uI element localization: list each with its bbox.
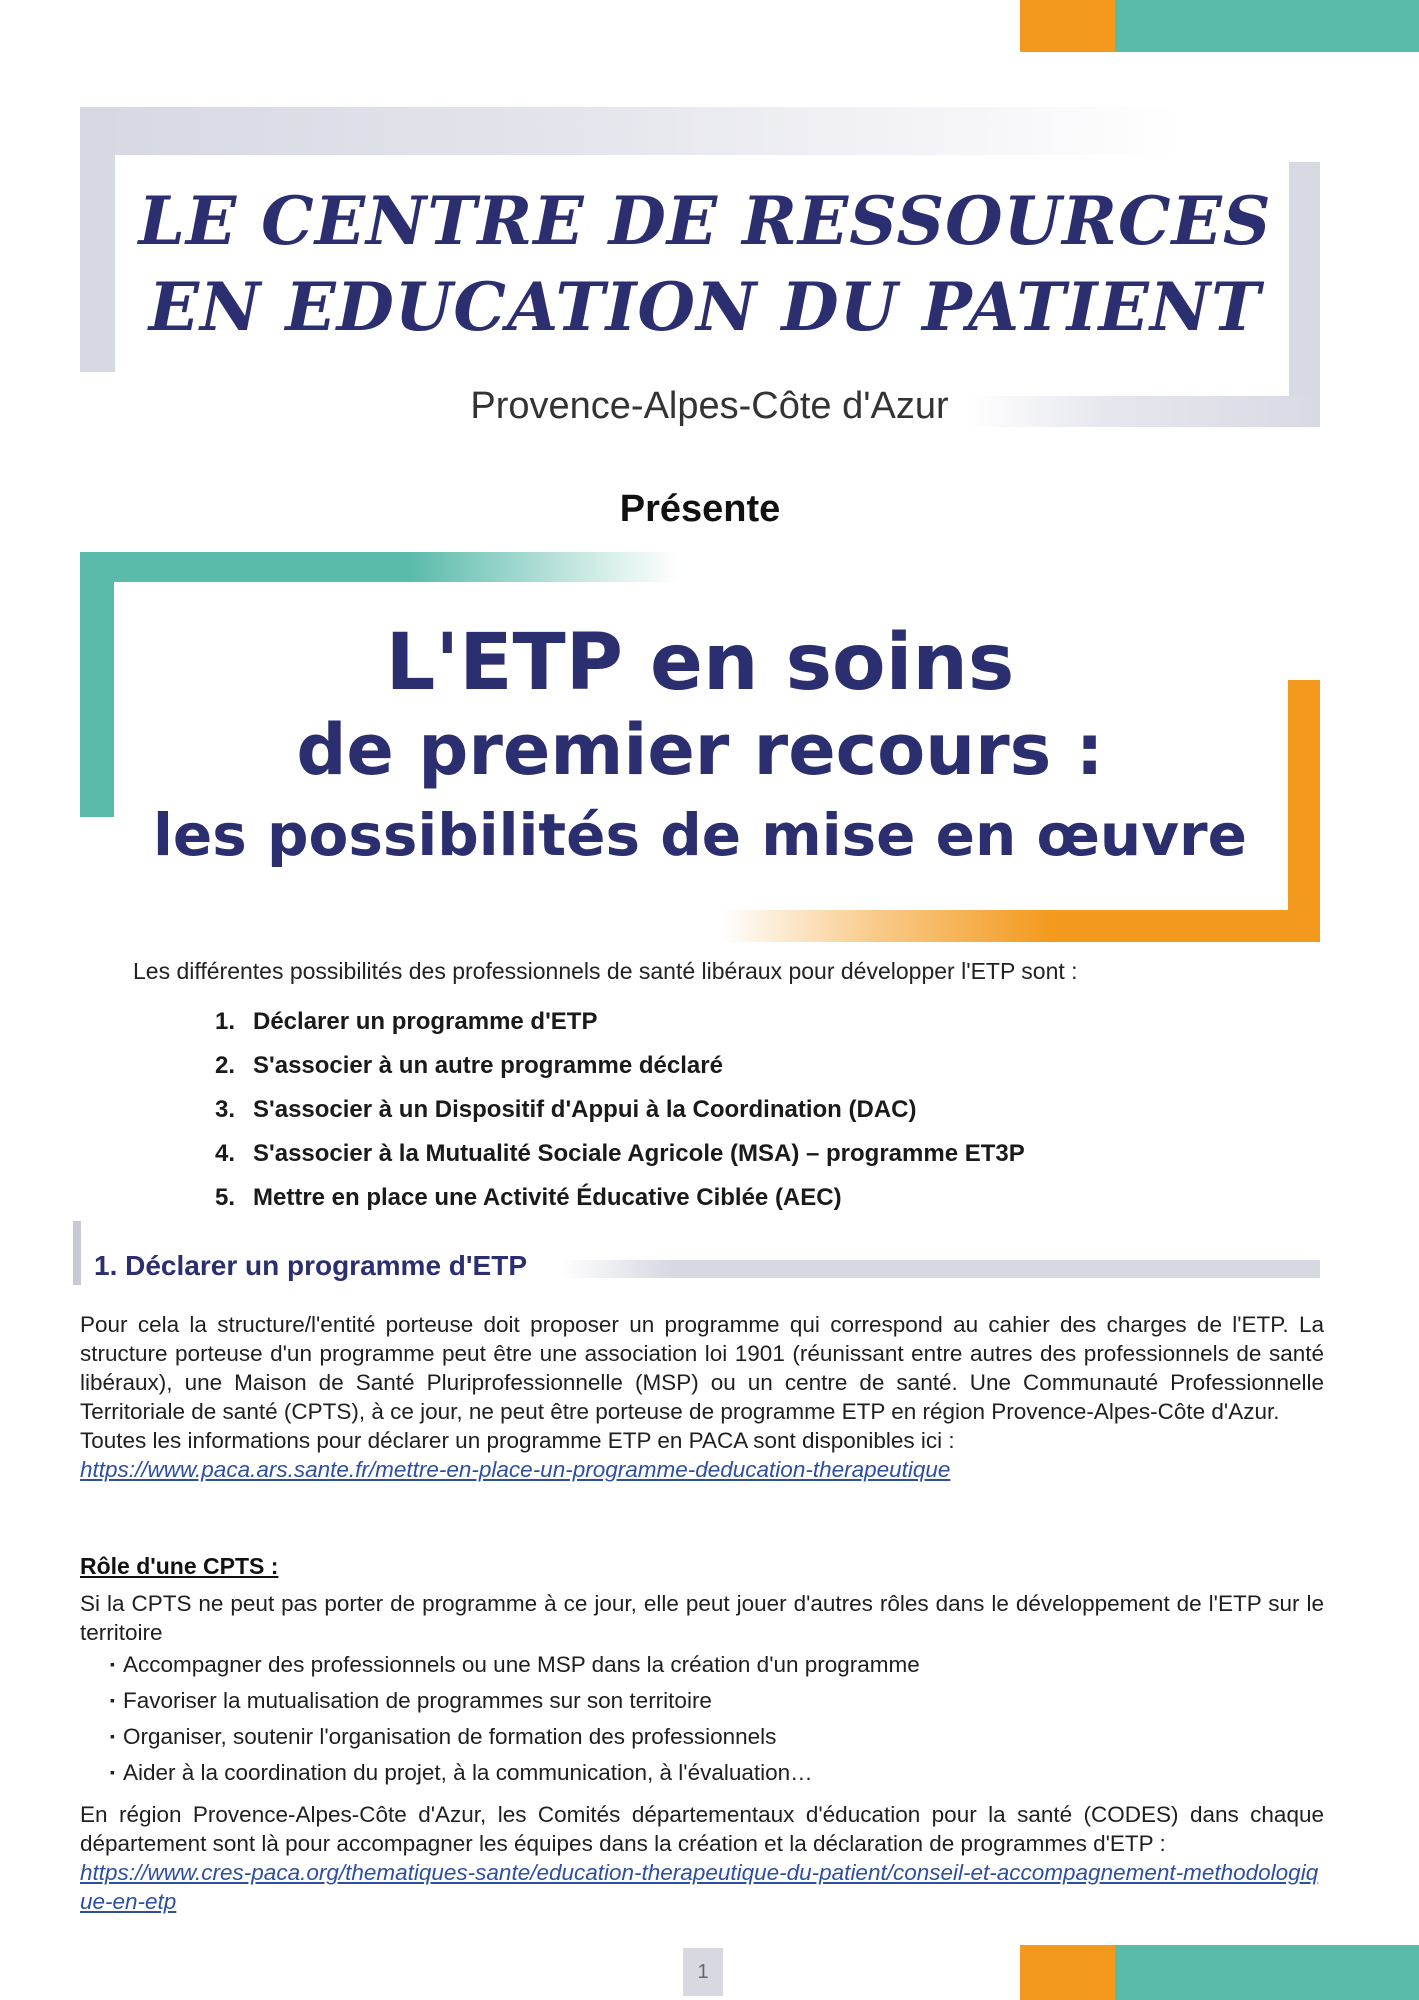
list-item [215, 1000, 1025, 1044]
etp-frame-left [80, 552, 114, 817]
etp-title [130, 620, 1270, 876]
list-item [215, 1176, 1025, 1220]
list-item-text: Mettre en place une Activité Éducative Ciblée (AEC) [253, 1184, 842, 1211]
paragraph-text: Toutes les informations pour déclarer un programme ETP en PACA sont disponibles ici : [80, 1428, 955, 1453]
options-list [215, 1000, 1025, 1220]
etp-frame-right [1288, 680, 1320, 942]
page-number: 1 [683, 1948, 723, 1996]
list-item [215, 1044, 1025, 1088]
title-line-2: EN EDUCATION DU PATIENT [148, 268, 1262, 346]
list-item [215, 1088, 1025, 1132]
list-item: ▪ Organiser, soutenir l'organisation de formation des professionnels [110, 1720, 920, 1756]
paragraph-text: En région Provence-Alpes-Côte d'Azur, les Comités départementaux d'éducation pour la santé (CODES) dans chaque département sont là pour accompagner les équipes dans la création et la déclaration de programmes d'ETP : [80, 1802, 1324, 1856]
etp-title-line-1: L'ETP en soins [385, 618, 1015, 708]
etp-frame-bottom [720, 910, 1320, 942]
list-item: ▪ Favoriser la mutualisation de programmes sur son territoire [110, 1684, 920, 1720]
etp-title-line-3: les possibilités de mise en œuvre [153, 801, 1247, 869]
list-item: ▪ Accompagner des professionnels ou une MSP dans la création d'un programme [110, 1648, 920, 1684]
list-item-number: 5. [215, 1184, 236, 1211]
codes-paragraph [80, 1800, 1324, 1916]
section-paragraph [80, 1310, 1324, 1484]
corner-block-teal-bottom [1115, 1945, 1419, 2000]
presente-label: Présente [619, 488, 781, 530]
list-item: ▪ Aider à la coordination du projet, à la communication, à l'évaluation… [110, 1756, 920, 1792]
list-item-number: 4. [215, 1140, 236, 1167]
page-title [130, 178, 1280, 350]
title-line-1: LE CENTRE DE RESSOURCES [138, 182, 1272, 260]
etp-frame-top [80, 552, 680, 582]
region-subtitle: Provence-Alpes-Côte d'Azur [470, 385, 949, 427]
list-item-number: 1. [215, 1008, 236, 1035]
list-item-text: Déclarer un programme d'ETP [253, 1008, 598, 1035]
list-item-number: 3. [215, 1096, 236, 1123]
role-intro: Si la CPTS ne peut pas porter de programme à ce jour, elle peut jouer d'autres rôles dans le développement de l'ETP sur le territoire [80, 1591, 1324, 1645]
section-title: 1. Déclarer un programme d'ETP [94, 1250, 528, 1281]
section-accent-bar [73, 1221, 81, 1285]
etp-title-line-2: de premier recours : [296, 709, 1104, 791]
role-heading: Rôle d'une CPTS : [80, 1553, 279, 1579]
list-item [215, 1132, 1025, 1176]
section-underline-bar [560, 1260, 1320, 1278]
cres-link[interactable]: https://www.cres-paca.org/thematiques-sante/education-therapeutique-du-patient/conseil-et-accompagnement-methodologique-en-etp [80, 1860, 1319, 1914]
list-item-text: S'associer à la Mutualité Sociale Agricole (MSA) – programme ET3P [253, 1140, 1025, 1167]
list-item-text: S'associer à un autre programme déclaré [253, 1052, 723, 1079]
corner-block-teal-top [1115, 0, 1419, 52]
header-frame-top [80, 107, 1180, 155]
ars-link[interactable]: https://www.paca.ars.sante.fr/mettre-en-place-un-programme-deducation-therapeutique [80, 1457, 951, 1482]
intro-text: Les différentes possibilités des professionnels de santé libéraux pour développer l'ETP sont : [133, 958, 1078, 984]
header-frame-left [80, 107, 115, 372]
corner-block-orange-top [1020, 0, 1115, 52]
corner-block-orange-bottom [1020, 1945, 1115, 2000]
paragraph-text: Pour cela la structure/l'entité porteuse doit proposer un programme qui correspond au cahier des charges de l'ETP. La structure porteuse d'un programme peut être une association loi 1901 (réunissant entre autres des professionnels de santé libéraux), une Maison de Santé Pluriprofessionnelle (MSP) ou un centre de santé. Une Communauté Professionnelle Territoriale de santé (CPTS), à ce jour, ne peut être porteuse de programme ETP en région Provence-Alpes-Côte d'Azur. [80, 1312, 1324, 1424]
list-item-text: S'associer à un Dispositif d'Appui à la Coordination (DAC) [253, 1096, 917, 1123]
roles-list [110, 1648, 920, 1792]
list-item-number: 2. [215, 1052, 236, 1079]
